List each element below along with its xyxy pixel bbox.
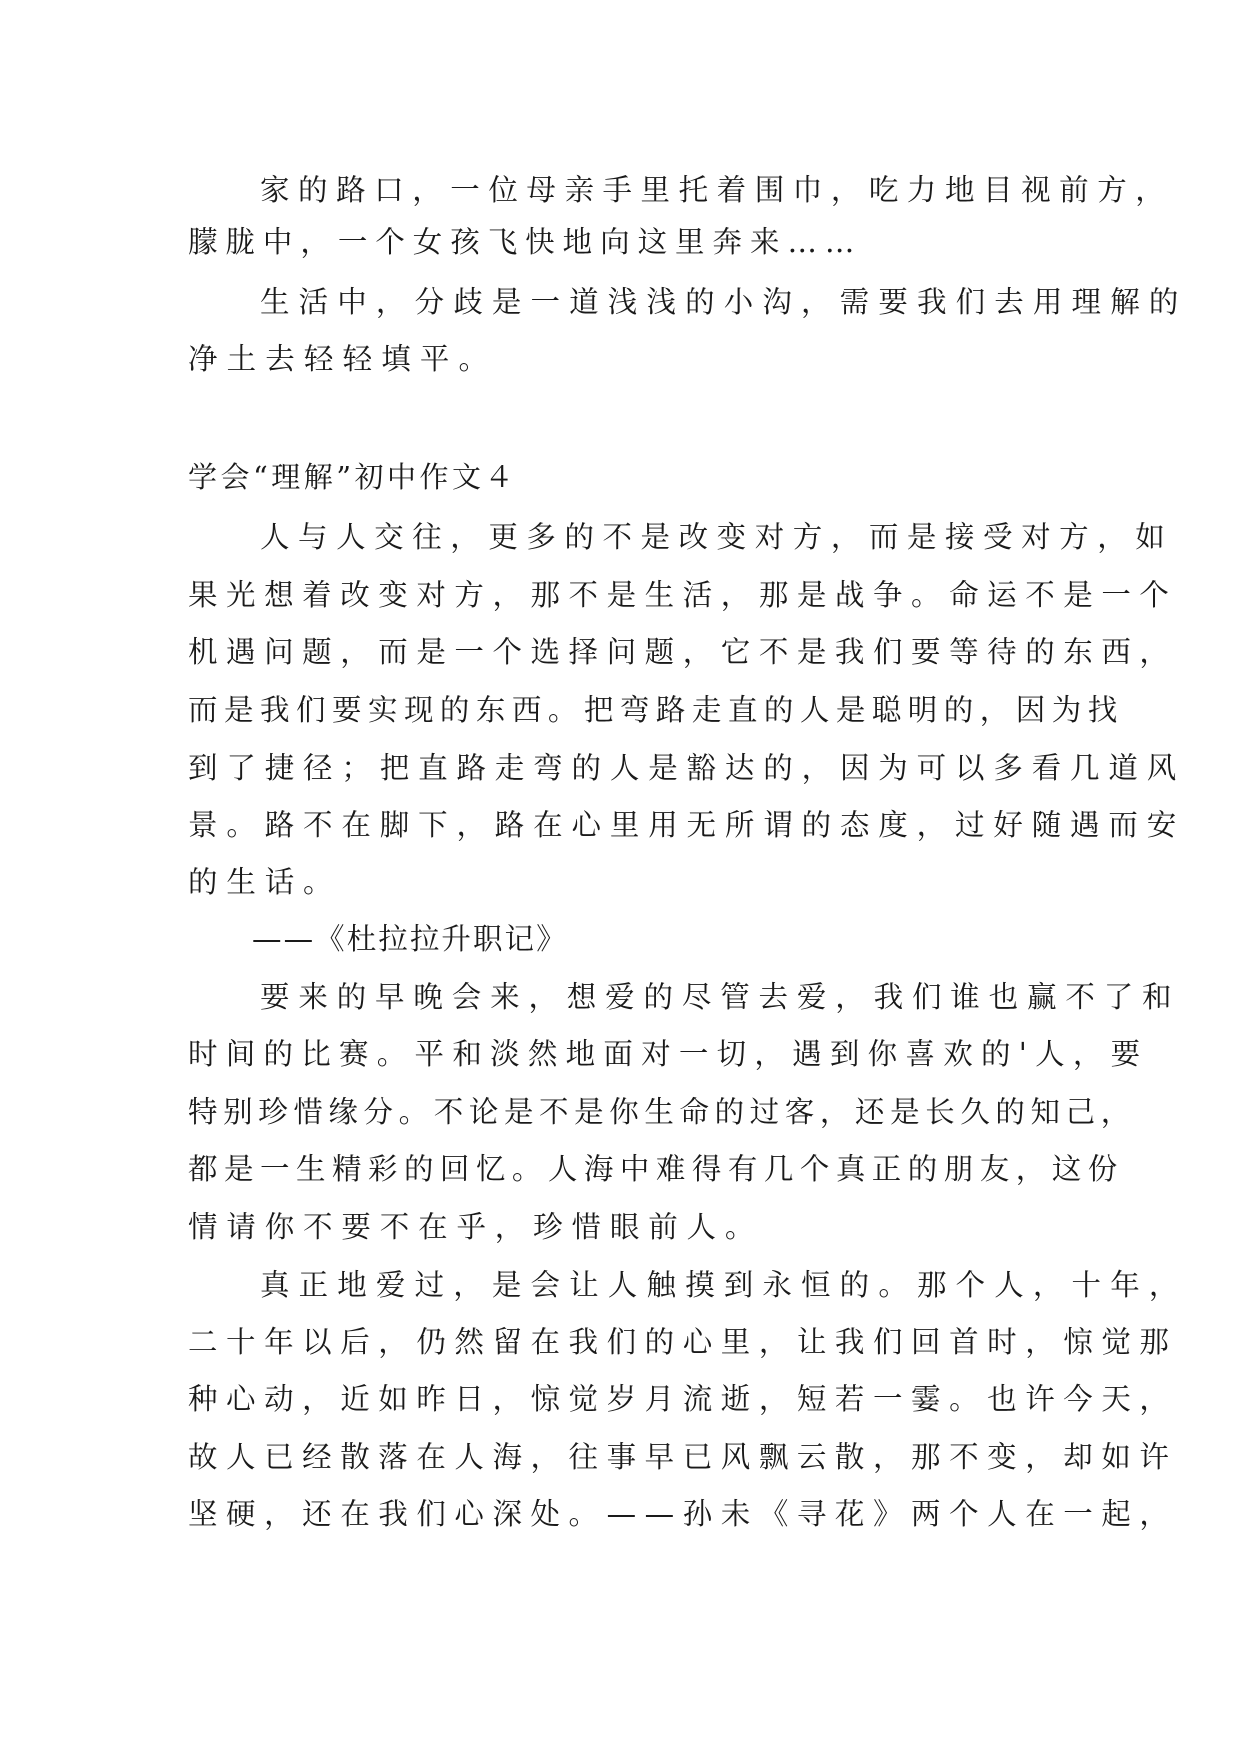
section-heading: 学会“理解”初中作文４ (188, 460, 517, 494)
quote-source: ——《杜拉拉升职记》 (252, 922, 568, 956)
paragraph-line: 生活中，分歧是一道浅浅的小沟，需要我们去用理解的 (260, 285, 1188, 319)
paragraph-line: 时间的比赛。平和淡然地面对一切，遇到你喜欢的'人，要 (188, 1037, 1149, 1071)
paragraph-line: 的生话。 (188, 865, 342, 899)
paragraph-line: 景。路不在脚下，路在心里用无所谓的态度，过好随遇而安 (188, 808, 1186, 842)
paragraph-line: 要来的早晚会来，想爱的尽管去爱，我们谁也赢不了和 (260, 980, 1181, 1014)
paragraph-line: 到了捷径；把直路走弯的人是豁达的，因为可以多看几道风 (188, 751, 1186, 785)
paragraph-line: 都是一生精彩的回忆。人海中难得有几个真正的朋友，这份 (188, 1152, 1124, 1186)
paragraph-line: 家的路口，一位母亲手里托着围巾，吃力地目视前方， (260, 173, 1174, 207)
paragraph-line: 真正地爱过，是会让人触摸到永恒的。那个人，十年， (260, 1268, 1188, 1302)
paragraph-line: 特别珍惜缘分。不论是不是你生命的过客，还是长久的知己， (188, 1095, 1136, 1129)
paragraph-line: 而是我们要实现的东西。把弯路走直的人是聪明的，因为找 (188, 693, 1124, 727)
paragraph-line: 人与人交往，更多的不是改变对方，而是接受对方，如 (260, 520, 1174, 554)
paragraph-line: 朦胧中，一个女孩飞快地向这里奔来…… (188, 225, 863, 259)
paragraph-line: 坚硬，还在我们心深处。——孙未《寻花》两个人在一起， (188, 1497, 1178, 1531)
paragraph-line: 机遇问题，而是一个选择问题，它不是我们要等待的东西， (188, 635, 1178, 669)
paragraph-line: 故人已经散落在人海，往事早已风飘云散，那不变，却如许 (188, 1440, 1178, 1474)
paragraph-line: 果光想着改变对方，那不是生活，那是战争。命运不是一个 (188, 578, 1178, 612)
paragraph-line: 净土去轻轻填平。 (188, 342, 498, 376)
paragraph-line: 二十年以后，仍然留在我们的心里，让我们回首时，惊觉那 (188, 1325, 1178, 1359)
paragraph-line: 种心动，近如昨日，惊觉岁月流逝，短若一霎。也许今天， (188, 1382, 1178, 1416)
paragraph-line: 情请你不要不在乎，珍惜眼前人。 (188, 1210, 764, 1244)
